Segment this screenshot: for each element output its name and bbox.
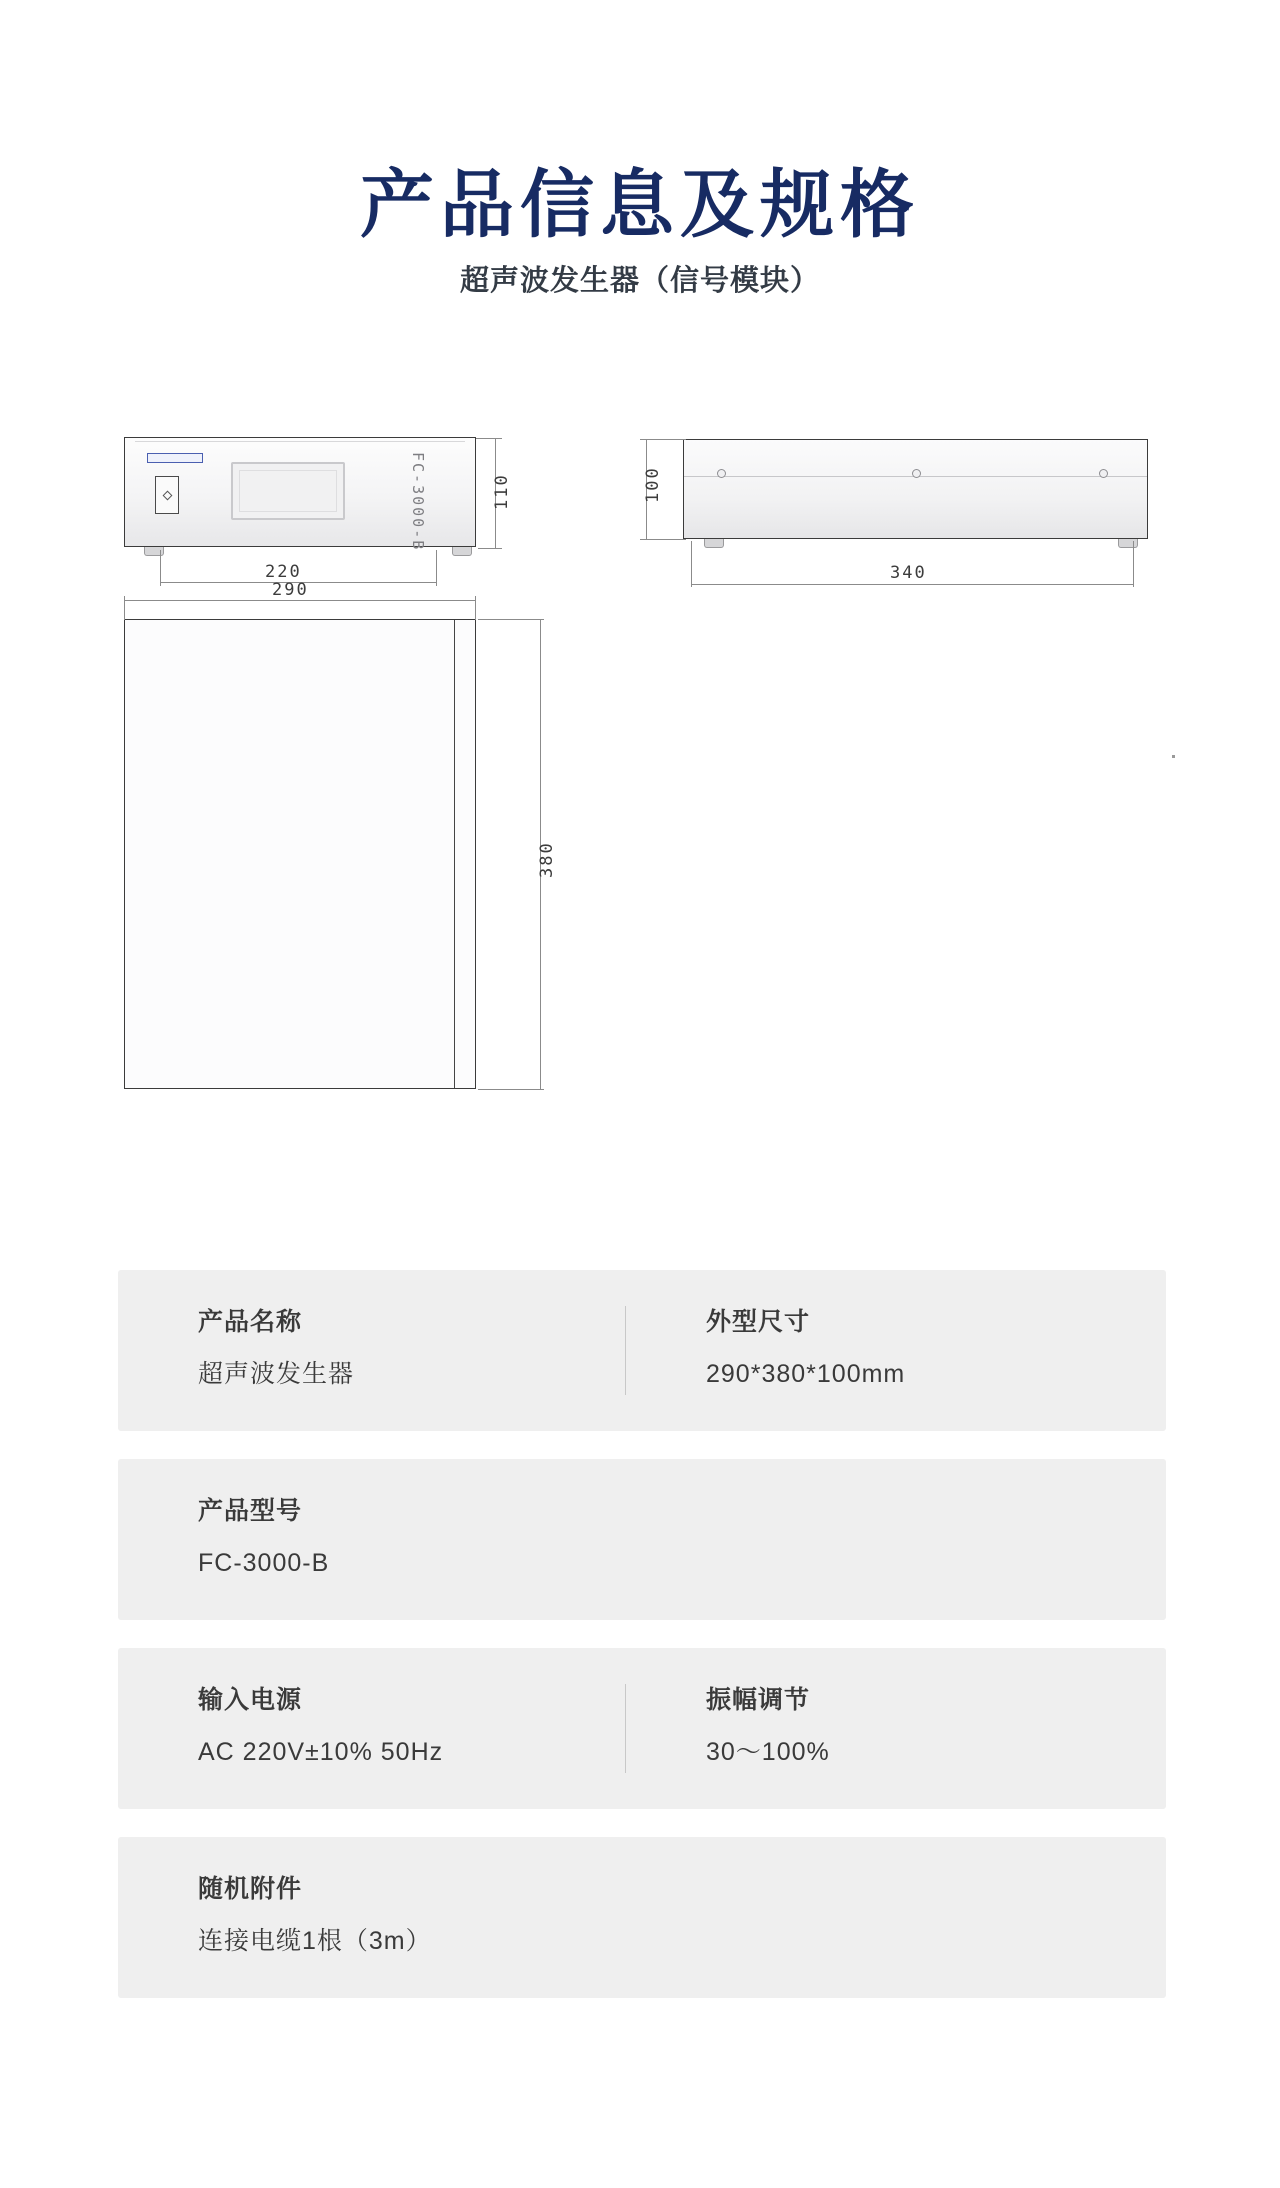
spec-card bbox=[118, 1648, 1166, 1809]
front-view-illustration bbox=[124, 437, 476, 552]
dim-extension bbox=[640, 439, 686, 440]
spec-cell bbox=[118, 1310, 626, 1389]
dim-line-horizontal bbox=[124, 600, 475, 601]
spec-list bbox=[118, 1270, 1166, 2026]
dim-extension bbox=[478, 548, 502, 549]
dim-extension bbox=[691, 541, 692, 587]
screw-icon bbox=[717, 469, 726, 478]
spec-label: 振幅调节 bbox=[706, 1686, 811, 1714]
dim-extension bbox=[478, 619, 544, 620]
screw-icon bbox=[1099, 469, 1108, 478]
spec-card bbox=[118, 1270, 1166, 1431]
spec-cell bbox=[626, 1688, 1166, 1767]
spec-value: FC-3000-B bbox=[198, 1549, 330, 1577]
dim-extension bbox=[1133, 541, 1134, 587]
front-height-dim-label: 110 bbox=[492, 473, 512, 510]
top-view-illustration bbox=[124, 619, 476, 1089]
spec-card bbox=[118, 1837, 1166, 1998]
display-screen bbox=[231, 462, 345, 520]
spec-value: 连接电缆1根（3m） bbox=[198, 1927, 432, 1955]
front-model-label: FC-3000-B bbox=[409, 452, 427, 552]
spec-value: 290*380*100mm bbox=[706, 1360, 906, 1388]
spec-value: AC 220V±10% 50Hz bbox=[198, 1738, 444, 1766]
dim-extension bbox=[475, 596, 476, 620]
spec-cell bbox=[118, 1877, 626, 1956]
cabinet-foot bbox=[452, 547, 472, 556]
spec-label: 外型尺寸 bbox=[706, 1308, 811, 1336]
spec-label: 输入电源 bbox=[198, 1686, 303, 1714]
spec-label: 随机附件 bbox=[198, 1875, 303, 1903]
spec-value: 超声波发生器 bbox=[198, 1360, 355, 1388]
cabinet-foot bbox=[144, 547, 164, 556]
dim-extension bbox=[478, 1089, 544, 1090]
screw-icon bbox=[912, 469, 921, 478]
cabinet-foot bbox=[704, 539, 724, 548]
dim-extension bbox=[476, 438, 500, 439]
drawing-speck bbox=[1172, 755, 1175, 758]
front-width-dim-label: 220 bbox=[265, 562, 302, 582]
cabinet-foot bbox=[1118, 539, 1138, 548]
spec-label: 产品型号 bbox=[198, 1497, 303, 1525]
spec-cell bbox=[626, 1310, 1166, 1389]
spec-label: 产品名称 bbox=[198, 1308, 303, 1336]
top-view-inner-edge bbox=[125, 620, 455, 1088]
dim-extension bbox=[436, 550, 437, 586]
spec-cell bbox=[118, 1688, 626, 1767]
rear-width-dim-label: 340 bbox=[890, 563, 927, 583]
page-subtitle: 超声波发生器（信号模块） bbox=[459, 265, 820, 297]
top-depth-dim-label: 380 bbox=[537, 841, 557, 878]
spec-cell bbox=[118, 1499, 626, 1578]
power-switch-icon bbox=[155, 476, 179, 514]
dim-extension bbox=[160, 550, 161, 586]
top-width-dim-label: 290 bbox=[272, 580, 309, 600]
front-panel-badge bbox=[147, 453, 203, 463]
dim-line-horizontal bbox=[691, 584, 1133, 585]
spec-card bbox=[118, 1459, 1166, 1620]
rear-view-illustration bbox=[683, 439, 1148, 539]
rear-height-dim-label: 100 bbox=[643, 466, 663, 503]
page-title: 产品信息及规格 bbox=[360, 162, 920, 246]
spec-value: 30～100% bbox=[706, 1738, 830, 1766]
technical-drawing bbox=[0, 400, 1280, 1180]
dim-extension bbox=[640, 539, 686, 540]
